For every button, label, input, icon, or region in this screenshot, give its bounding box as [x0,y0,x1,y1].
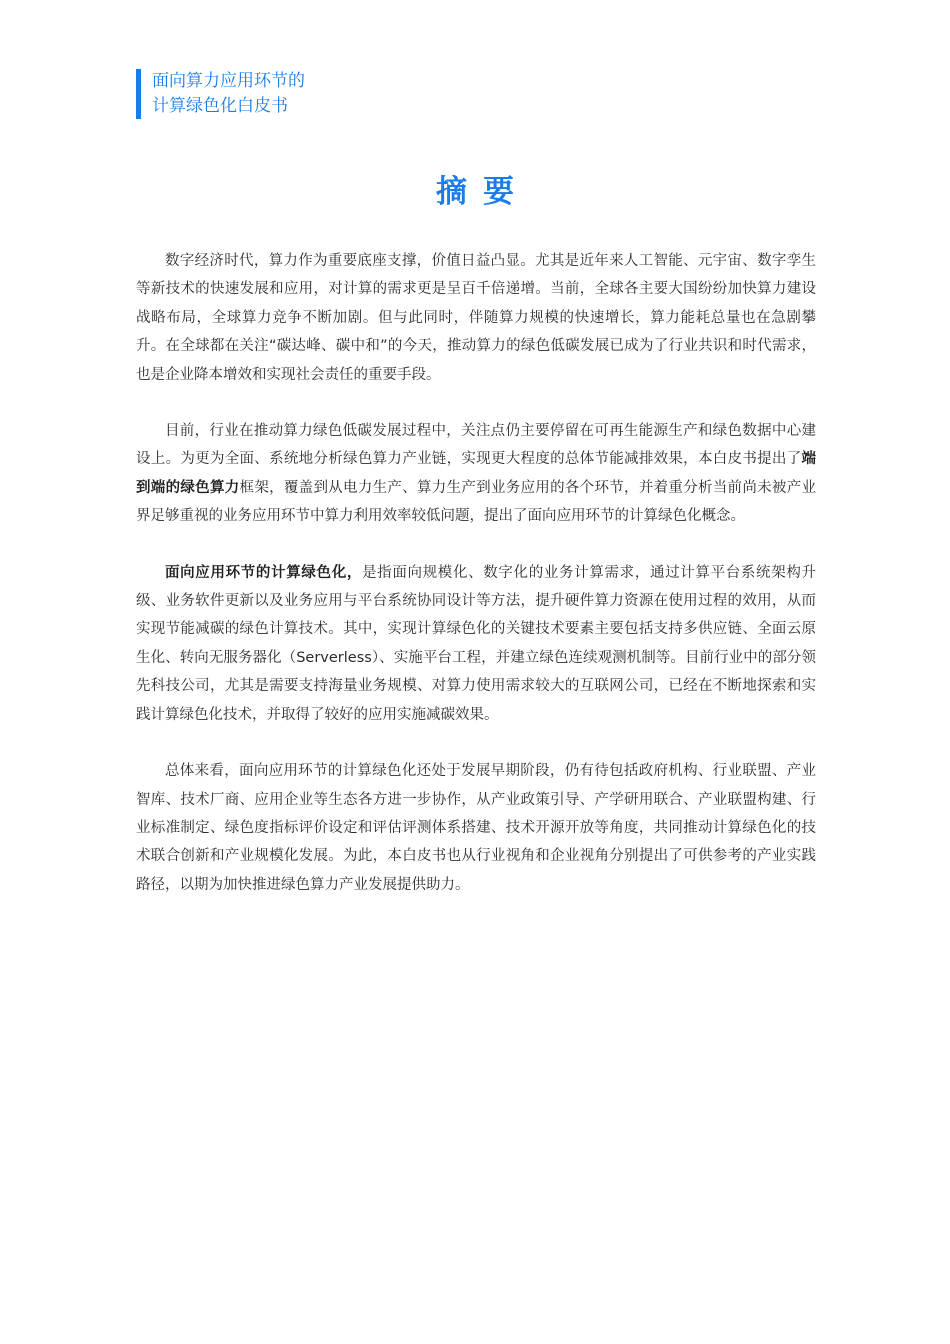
header-title-line-1: 面向算力应用环节的 [152,71,305,91]
abstract-paragraph-2 [136,417,816,531]
header-title-line-2: 计算绿色化白皮书 [152,96,288,116]
paragraph-3-text: 是指面向规模化、数字化的业务计算需求，通过计算平台系统架构升级、业务软件更新以及业务应用与平台系统协同设计等方法，提升硬件算力资源在使用过程的效用，从而实现节能减碳的绿色计算技术。其中，实现计算绿色化的关键技术要素主要包括支持多供应链、全面云原生化、转向无服务器化（Serverless）、实施平台工程，并建立绿色连续观测机制等。目前行业中的部分领先科技公司，尤其是需要支持海量业务规模、对算力使用需求较大的互联网公司，已经在不断地探索和实践计算绿色化技术，并取得了较好的应用实施减碳效果。 [136,564,817,723]
paragraph-2-text-b: 框架，覆盖到从电力生产、算力生产到业务应用的各个环节，并着重分析当前尚未被产业界足够重视的业务应用环节中算力利用效率较低问题，提出了面向应用环节的计算绿色化概念。 [136,479,817,525]
paragraph-4-text: 总体来看，面向应用环节的计算绿色化还处于发展早期阶段，仍有待包括政府机构、行业联盟、产业智库、技术厂商、应用企业等生态各方进一步协作，从产业政策引导、产学研用联合、产业联盟构建、行业标准制定、绿色度指标评价设定和评估评测体系搭建、技术开源开放等角度，共同推动计算绿色化的技术联合创新和产业规模化发展。为此，本白皮书也从行业视角和企业视角分别提出了可供参考的产业实践路径，以期为加快推进绿色算力产业发展提供助力。 [136,763,816,893]
paragraph-1-text: 数字经济时代，算力作为重要底座支撑，价值日益凸显。尤其是近年来人工智能、元宇宙、数字孪生等新技术的快速发展和应用，对计算的需求更是呈百千倍递增。当前，全球各主要大国纷纷加快算力建设战略布局，全球算力竞争不断加剧。但与此同时，伴随算力规模的快速增长，算力能耗总量也在急剧攀升。在全球都在关注“碳达峰、碳中和”的今天，推动算力的绿色低碳发展已成为了行业共识和时代需求，也是企业降本增效和实现社会责任的重要手段。 [136,253,816,383]
paragraph-3-emphasis: 面向应用环节的计算绿色化， [165,564,363,581]
paragraph-2-emphasis: 端到端的绿色算力 [136,451,816,496]
abstract-paragraph-1 [136,247,816,389]
abstract-paragraph-4 [136,757,816,899]
page-title: 摘要 [436,174,530,210]
document-header [136,69,305,119]
abstract-paragraph-3 [136,559,816,729]
paragraph-2-text-a: 目前，行业在推动算力绿色低碳发展过程中，关注点仍主要停留在可再生能源生产和绿色数据中心建设上。为更为全面、系统地分析绿色算力产业链，实现更大程度的总体节能减排效果，本白皮书提出了 [136,423,816,468]
abstract-body [136,247,816,927]
